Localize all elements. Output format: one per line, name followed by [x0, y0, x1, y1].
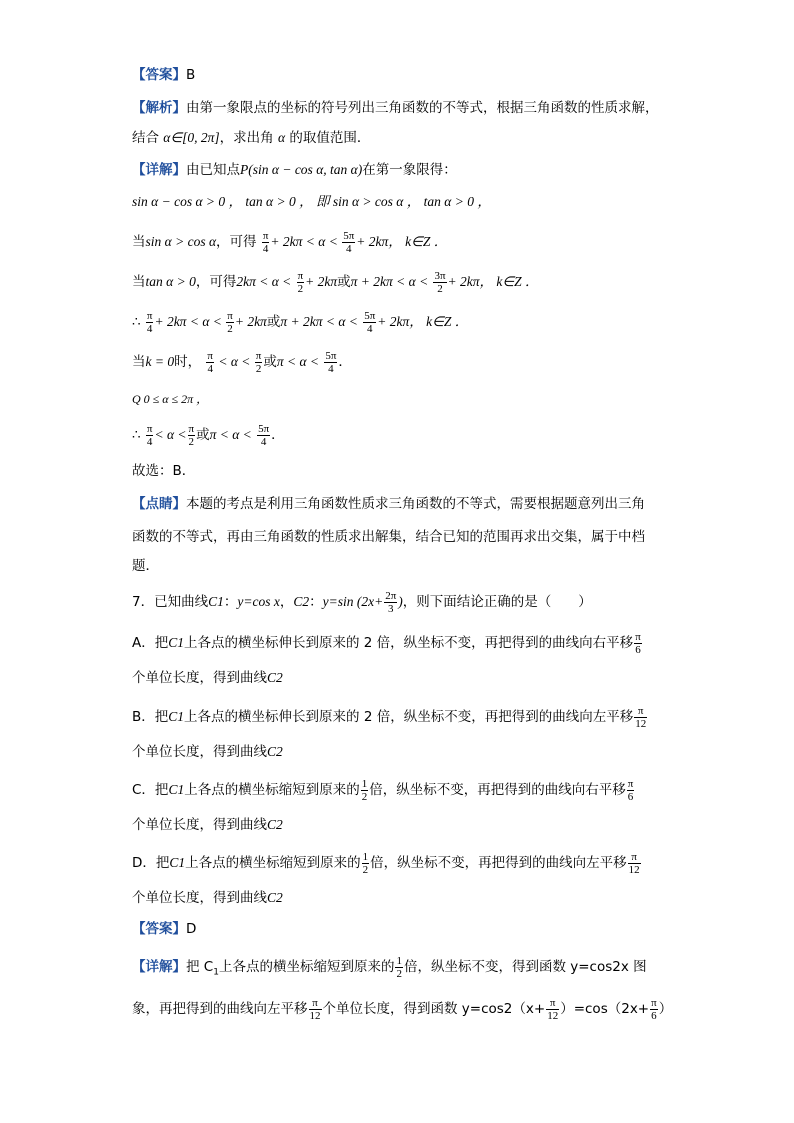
opt-c-text: 上各点的横坐标缩短到原来的 [184, 782, 360, 798]
plus-2kpi-2: + 2kπ [356, 234, 389, 249]
detail2-g: ） [658, 1001, 673, 1017]
detail-tag: 【详解】 [132, 162, 186, 178]
opt-a-prefix: A．把 [132, 635, 169, 651]
answer-line-1 [132, 65, 195, 85]
frac-3pi-2: $\frac{3\pi}{2}$ [434, 269, 446, 295]
detail-line-1 [132, 160, 457, 180]
k-eq-0: k = 0 [145, 354, 175, 369]
detail-tag-2: 【详解】 [132, 959, 186, 975]
option-c-cont [132, 815, 283, 835]
option-d-cont [132, 888, 283, 908]
opt-d-tail: 倍，纵坐标不变，再把得到的曲线向左平移 [370, 855, 627, 871]
frac-pi-12-detail: $\frac{\pi}{12}$ [309, 996, 321, 1022]
frac-pi-2-c: $\frac{\pi}{2}$ [255, 349, 262, 375]
therefore-line-1 [132, 305, 468, 339]
detail2-sub: 1 [213, 967, 219, 978]
detail2-f: ）=cos（2x+ [560, 1001, 650, 1017]
opt-b-text: 上各点的横坐标伸长到原来的 2 倍，纵坐标不变，再把得到的曲线向左平移 [184, 709, 634, 725]
comment-text-2: 函数的不等式，再由三角函数的性质求出解集，结合已知的范围再求出交集，属于中档 [132, 529, 645, 545]
frac-pi-4: $\frac{\pi}{4}$ [262, 229, 269, 255]
frac-half-c: $\frac{1}{2}$ [361, 777, 368, 803]
analysis-text-2b: ，求出角 [219, 130, 274, 146]
kede-1: ，可得 [216, 234, 257, 250]
frac-5pi-4-c: $\frac{5\pi}{4}$ [325, 349, 337, 375]
opt-a-text: 上各点的横坐标伸长到原来的 2 倍，纵坐标不变，再把得到的曲线向右平移 [184, 635, 634, 651]
frac-half-detail: $\frac{1}{2}$ [396, 954, 402, 980]
frac-5pi-4-d: $\frac{5\pi}{4}$ [258, 422, 270, 448]
opt-c-unit: 个单位长度，得到曲线 [132, 817, 267, 833]
opt-b-prefix: B．把 [132, 709, 169, 725]
pi-lt-a-lt-2: π < α < [209, 427, 252, 442]
question-7-stem [132, 585, 592, 619]
q7-colon-2: ： [309, 594, 323, 610]
plus-2kpi-7: + 2kπ [377, 314, 410, 329]
opt-d-c1: C1 [169, 855, 186, 870]
case-tan-line [132, 265, 539, 299]
therefore-1: ∴ [132, 314, 141, 329]
q7-c2: C2 [293, 594, 310, 609]
answer-value-2: D [186, 921, 197, 937]
huo-2: 或 [266, 314, 281, 330]
period-2: ． [271, 427, 285, 443]
shi: 时， [174, 354, 202, 370]
plus-2kpi: + 2kπ [270, 234, 303, 249]
dang-1: 当 [132, 234, 146, 250]
analysis-text-2a: 结合 [132, 130, 159, 146]
opt-c-c1: C1 [168, 782, 185, 797]
opt-c-prefix: C．把 [132, 782, 169, 798]
opt-c-tail: 倍，纵坐标不变，再把得到的曲线向右平移 [369, 782, 626, 798]
dang-3: 当 [132, 354, 146, 370]
k-in-z-3: ， k∈Z ． [409, 314, 469, 329]
q7-c2-eq-b: ) [398, 594, 403, 609]
plus-2kpi-4: + 2kπ [447, 274, 480, 289]
comment-line-3 [132, 556, 159, 576]
plus-2kpi-5: + 2kπ [154, 314, 187, 329]
plus-2kpi-3: + 2kπ [305, 274, 338, 289]
period-1: ． [338, 354, 352, 370]
frac-2pi-3: $\frac{2\pi}{3}$ [385, 589, 397, 615]
huo-1: 或 [337, 274, 351, 290]
tan-gt-0: tan α > 0 [145, 274, 196, 289]
case-sin-line [132, 225, 447, 259]
alpha-symbol: α [277, 130, 286, 145]
q7-stem-e: ，则下面结论正确的是（ ） [402, 594, 592, 610]
detail-text-b: 在第一象限得： [362, 162, 457, 178]
result-text: 故选：B． [132, 463, 196, 479]
two-kpi-lt: 2kπ < α < [236, 274, 292, 289]
pi-plus-2kpi: π + 2kπ < α < [350, 274, 429, 289]
therefore-line-2 [132, 418, 285, 452]
frac-pi-2-d: $\frac{\pi}{2}$ [188, 422, 195, 448]
k-in-z: ， k∈Z ． [388, 234, 448, 249]
q7-c1: C1 [208, 594, 224, 609]
frac-pi-4-c: $\frac{\pi}{4}$ [207, 349, 213, 375]
k-in-z-2: ， k∈Z ． [479, 274, 539, 289]
opt-b-c1: C1 [168, 709, 185, 724]
lt-a-lt-4: < α < [154, 427, 187, 442]
frac-half-d: $\frac{1}{2}$ [362, 850, 369, 876]
comment-text-1: 本题的考点是利用三角函数性质求三角函数的不等式，需要根据题意列出三角 [186, 496, 645, 512]
point-p: P(sin α − cos α, tan α) [240, 162, 363, 177]
opt-d-unit: 个单位长度，得到曲线 [132, 890, 267, 906]
opt-a-c1: C1 [168, 635, 185, 650]
detail2-b: 上各点的横坐标缩短到原来的 [218, 959, 395, 975]
frac-pi-12-d: $\frac{\pi}{12}$ [628, 850, 640, 876]
opt-b-unit: 个单位长度，得到曲线 [132, 744, 267, 760]
opt-d-prefix: D．把 [132, 855, 170, 871]
pi-plus-2kpi-2: π + 2kπ < α < [280, 314, 358, 329]
option-d [132, 846, 642, 880]
frac-pi-6-a: $\frac{\pi}{6}$ [635, 630, 641, 656]
analysis-line-1 [132, 98, 659, 118]
result-line [132, 461, 195, 481]
comment-tag: 【点睛】 [132, 496, 186, 512]
frac-pi-4-b: $\frac{\pi}{4}$ [146, 309, 153, 335]
therefore-2: ∴ [132, 427, 141, 442]
inequality-line [132, 192, 491, 212]
k-zero-line [132, 345, 352, 379]
answer-tag-2: 【答案】 [132, 921, 186, 937]
lt-a-lt-3: < α < [214, 354, 254, 369]
huo-4: 或 [196, 427, 210, 443]
plus-2kpi-6: + 2kπ [234, 314, 267, 329]
detail2-line-1 [132, 950, 647, 984]
detail2-c: 倍，纵坐标不变，得到函数 y=cos2x 图 [403, 959, 647, 975]
frac-pi-4-d: $\frac{\pi}{4}$ [146, 422, 153, 448]
q7-colon-1: ： [223, 594, 238, 610]
frac-pi-12-b: $\frac{\pi}{12}$ [635, 704, 647, 730]
option-c [132, 773, 635, 807]
comment-line-2 [132, 527, 645, 547]
frac-pi-6-detail: $\frac{\pi}{6}$ [651, 996, 657, 1022]
opt-c-c2: C2 [267, 817, 283, 832]
answer-tag: 【答案】 [132, 67, 186, 83]
huo-3: 或 [263, 354, 277, 370]
analysis-text-1: 由第一象限点的坐标的符号列出三角函数的不等式，根据三角函数的性质求解， [186, 100, 659, 116]
frac-pi-2: $\frac{\pi}{2}$ [297, 269, 304, 295]
frac-5pi-4: $\frac{5\pi}{4}$ [343, 229, 355, 255]
analysis-line-2 [132, 128, 370, 148]
detail-text-a: 由已知点 [186, 162, 240, 178]
q-range-line [132, 389, 208, 409]
option-a-cont [132, 668, 283, 688]
dang-2: 当 [132, 274, 146, 290]
kede-2: ，可得 [195, 274, 237, 290]
frac-pi-6-c: $\frac{\pi}{6}$ [627, 777, 634, 803]
option-b [132, 700, 648, 734]
frac-pi-2-b: $\frac{\pi}{2}$ [227, 309, 233, 335]
q7-c2-eq-a: y=sin (2x+ [322, 594, 384, 609]
inequality-text: sin α − cos α > 0 ， tan α > 0 ， 即 sin α > cos α ， tan α > 0 ， [132, 194, 491, 209]
opt-d-c2: C2 [267, 890, 283, 905]
option-b-cont [132, 742, 283, 762]
lt-a-lt: < α < [302, 234, 342, 249]
answer-value: B [186, 67, 196, 83]
opt-b-c2: C2 [267, 744, 283, 759]
answer-line-2 [132, 919, 196, 939]
detail2-line-2 [132, 992, 672, 1026]
pi-lt-a-lt: π < α < [276, 354, 320, 369]
q7-stem-a: 7．已知曲线 [132, 594, 209, 610]
comment-line-1 [132, 494, 645, 514]
option-a [132, 626, 643, 660]
opt-d-text: 上各点的横坐标缩短到原来的 [185, 855, 361, 871]
frac-pi-12-detail-2: $\frac{\pi}{12}$ [547, 996, 559, 1022]
alpha-range: α∈[0, 2π] [163, 130, 220, 145]
lt-a-lt-2: < α < [186, 314, 226, 329]
q7-comma: ， [279, 594, 294, 610]
q-range: Q 0 ≤ α ≤ 2π ， [132, 392, 209, 406]
detail2-a: 把 C [186, 959, 214, 975]
detail2-e: 个单位长度，得到函数 y=cos2（x+ [322, 1001, 546, 1017]
opt-a-c2: C2 [267, 670, 283, 685]
q7-c1-eq: y=cos x [237, 594, 280, 609]
analysis-tag: 【解析】 [132, 100, 186, 116]
comment-text-3: 题． [132, 558, 159, 574]
detail2-d: 象，再把得到的曲线向左平移 [132, 1001, 308, 1017]
frac-5pi-4-b: $\frac{5\pi}{4}$ [364, 309, 376, 335]
sin-gt-cos: sin α > cos α [145, 234, 217, 249]
analysis-text-2c: 的取值范围． [289, 130, 371, 146]
opt-a-unit: 个单位长度，得到曲线 [132, 670, 267, 686]
